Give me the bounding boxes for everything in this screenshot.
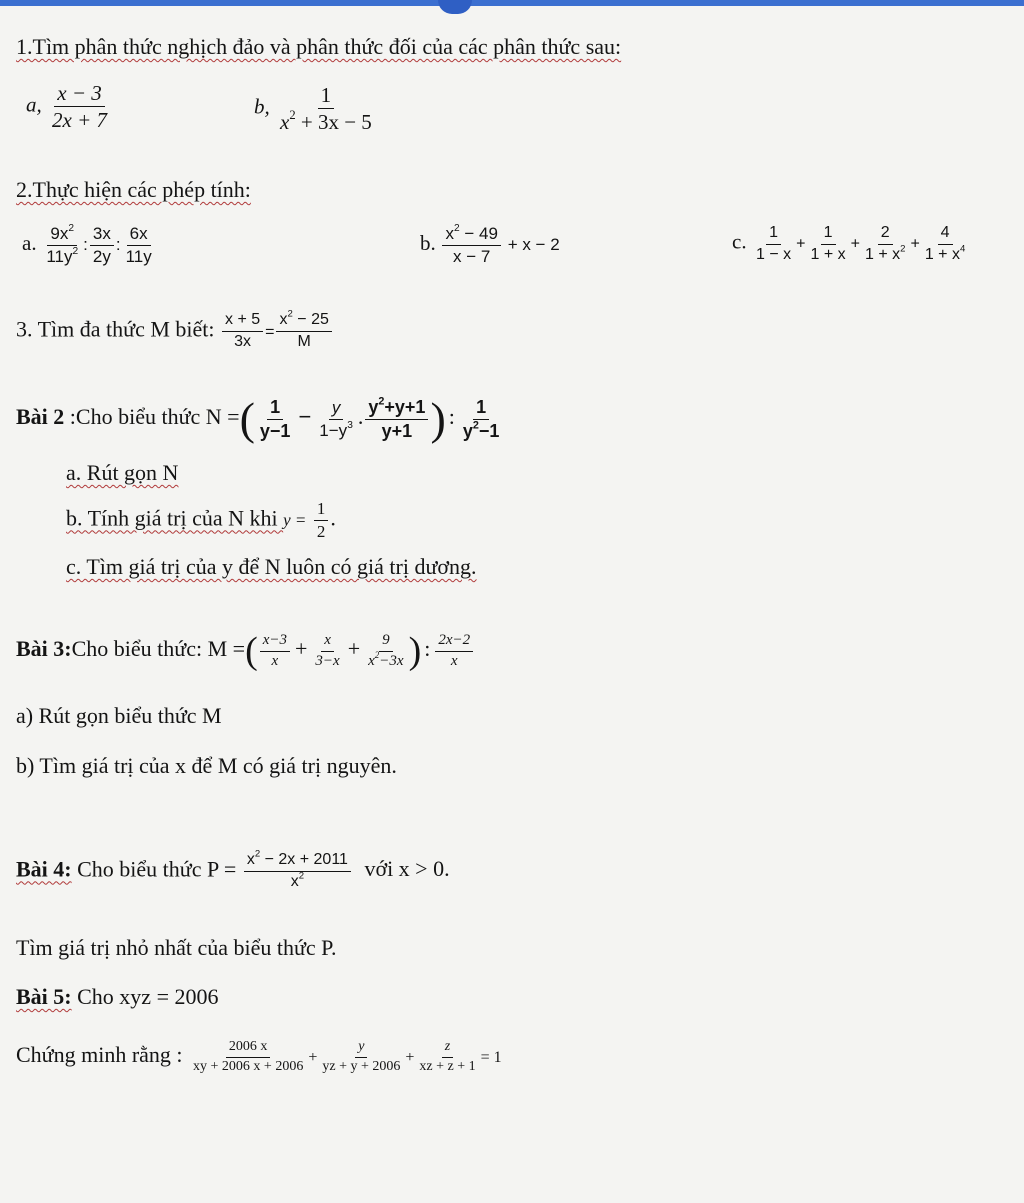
q2-c: c. $\frac{1}{1 - x}$ + $\frac{1}{1 + x}$ + $\frac{2}{1 + x^2}$ + $\frac{4}{1 + x^4}$ [732, 224, 966, 263]
q2-a: a. $\frac{9x^2}{11y^2}$ : $\frac{3x}{2y}$ : $\frac{6x}{11y}$ [22, 222, 152, 266]
q2-b: b. $\frac{x^2 - 49}{x - 7}$ + x − 2 [420, 222, 560, 266]
bai3-a: a) Rút gọn biểu thức M [16, 703, 222, 728]
bai2-expression: Bài 2 :Cho biểu thức N =( $\frac{1}{y-1}$ − $\frac{y}{1-y^3}$ . $\frac{y^2+y+1}{y+1}$ ) : $\frac{1}{y^2-1}$ [16, 393, 500, 444]
bai2-c: c. Tìm giá trị của y để N luôn có giá trị dương. [66, 554, 477, 579]
bai4-line2: Tìm giá trị nhỏ nhất của biểu thức P. [16, 935, 337, 960]
q1-b: b, $\frac{1}{x^2 + 3x - 5}$ [254, 84, 377, 133]
bai2-a: a. Rút gọn N [66, 460, 179, 485]
bai4-expression: Bài 4: Cho biểu thức P = $\frac{x^2 - 2x + 2011}{x^2}$ với x > 0. [16, 848, 450, 890]
bai5-given: Bài 5: Cho xyz = 2006 [16, 984, 219, 1009]
top-bar-handle [438, 0, 472, 14]
q1-a: a, $\frac{x - 3}{2x + 7}$ [26, 82, 112, 131]
top-bar [0, 0, 1024, 6]
q1-a-fraction: $\frac{x - 3}{2x + 7}$ [52, 81, 107, 133]
bai3-expression: Bài 3:Cho biểu thức: M =( $\frac{x-3}{x}$ + $\frac{x}{3-x}$ + $\frac{9}{x^2-3x}$ ) : $\frac{2x-2}{x}$ [16, 632, 475, 670]
q1-b-fraction: $\frac{1}{x^2 + 3x - 5}$ [280, 83, 372, 135]
q3: 3. Tìm đa thức M biết: $\frac{x + 5}{3x}$ = $\frac{x^2 - 25}{M}$ [16, 312, 334, 351]
bai2-b: b. Tính giá trị của N khi y = $\frac{1}{2}$ . [66, 499, 336, 541]
q2-title: 2.Thực hiện các phép tính: [16, 177, 251, 202]
q1-title: 1.Tìm phân thức nghịch đảo và phân thức đối của các phân thức sau: [16, 34, 622, 59]
bai5-prove: Chứng minh rằng : $\frac{2006 x}{xy + 2006 x + 2006}$ + $\frac{y}{yz + y + 2006}$ + $\frac{z}{xz + z + 1}$ = 1 [16, 1039, 502, 1074]
bai3-b: b) Tìm giá trị của x để M có giá trị nguyên. [16, 753, 397, 778]
